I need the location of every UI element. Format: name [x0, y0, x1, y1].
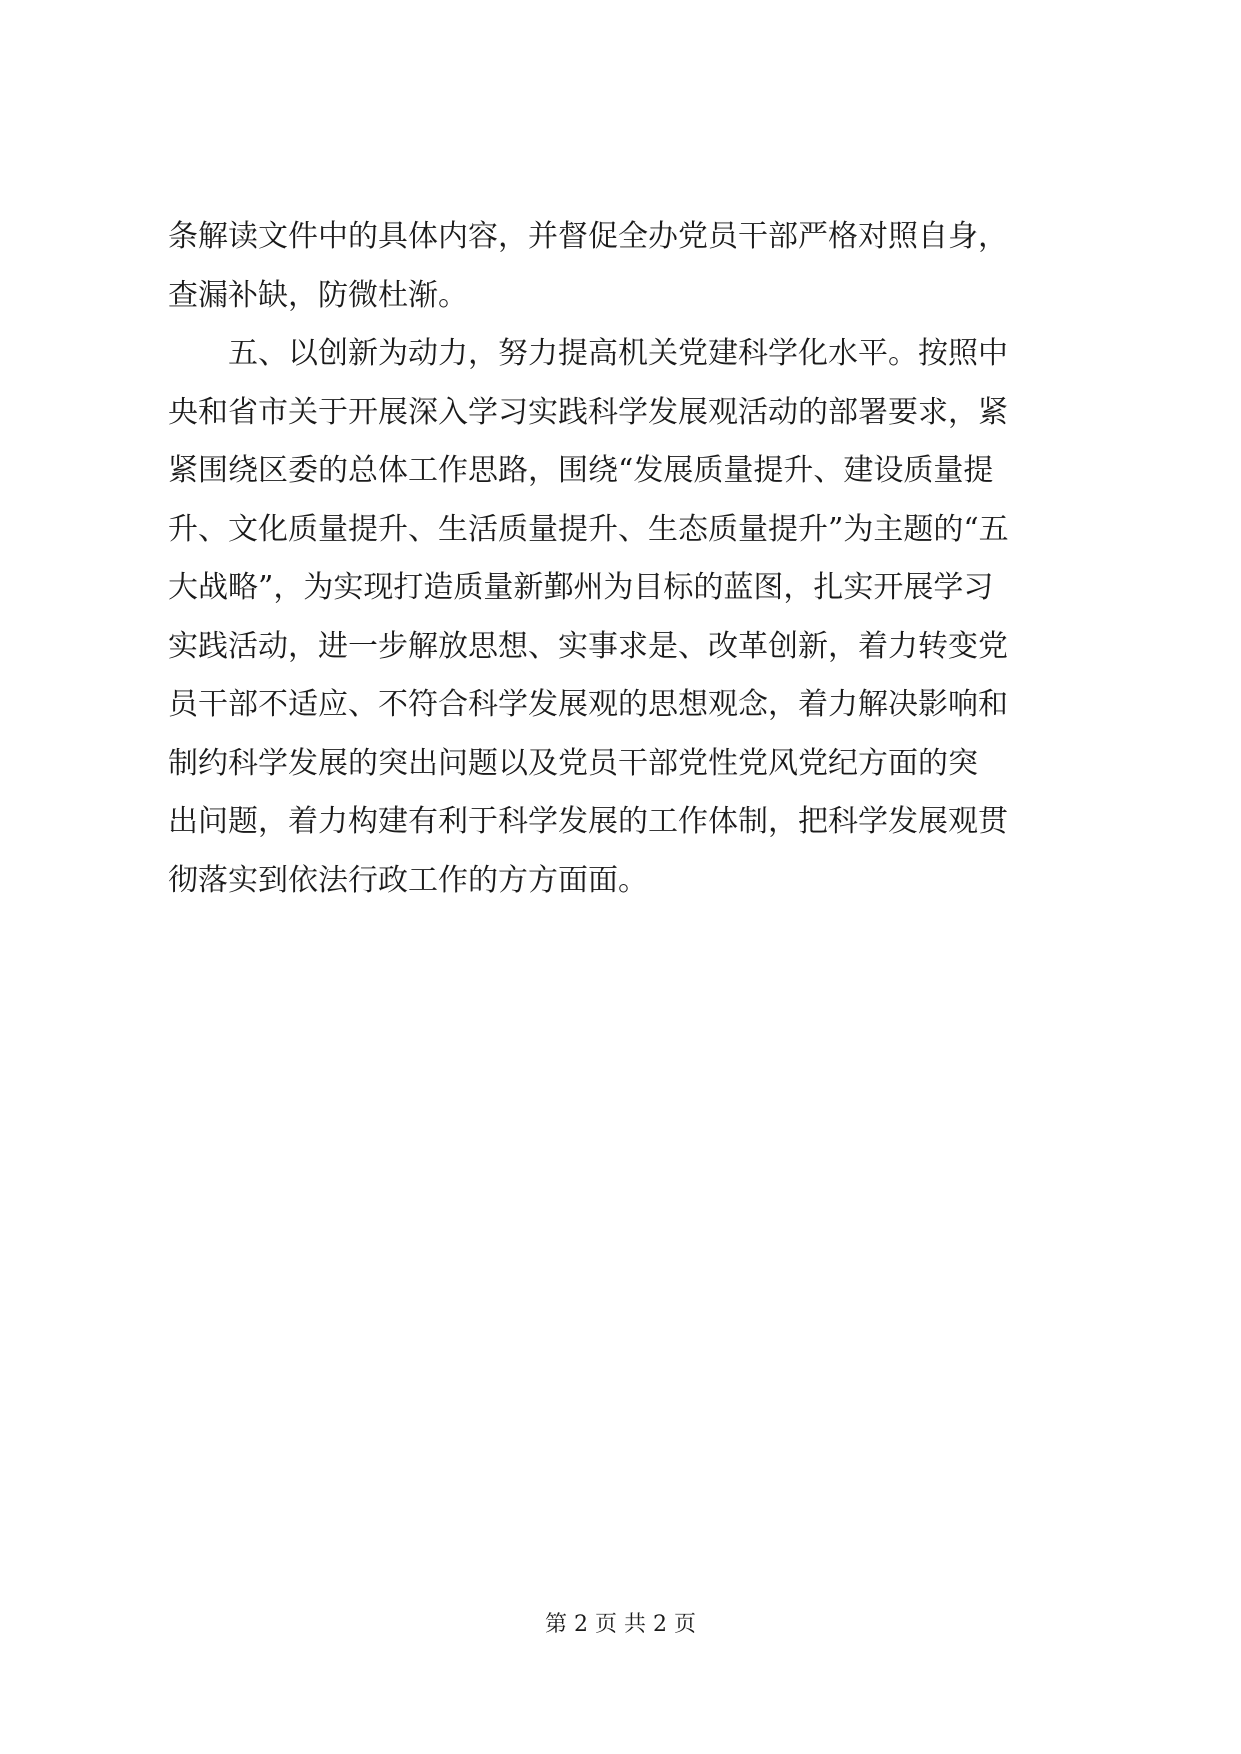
paragraph-line: 央和省市关于开展深入学习实践科学发展观活动的部署要求，紧 [168, 394, 1008, 430]
page-number-footer: 第 2 页 共 2 页 [545, 1612, 696, 1637]
paragraph-line: 条解读文件中的具体内容，并督促全办党员干部严格对照自身， [168, 219, 1008, 254]
paragraph-line: 员干部不适应、不符合科学发展观的思想观念，着力解决影响和 [168, 687, 1008, 722]
paragraph-line: 彻落实到依法行政工作的方方面面。 [168, 862, 648, 898]
paragraph-line: 查漏补缺，防微杜渐。 [168, 277, 468, 313]
paragraph-line: 出问题，着力构建有利于科学发展的工作体制，把科学发展观贯 [168, 804, 1008, 839]
paragraph-line: 大战略”，为实现打造质量新鄞州为目标的蓝图，扎实开展学习 [168, 570, 994, 605]
body-text [168, 208, 1088, 910]
paragraph-line: 制约科学发展的突出问题以及党员干部党性党风党纪方面的突 [168, 745, 978, 781]
paragraph-line: 升、文化质量提升、生活质量提升、生态质量提升”为主题的“五 [168, 511, 1009, 547]
paragraph-line: 紧围绕区委的总体工作思路，围绕“发展质量提升、建设质量提 [168, 453, 994, 488]
paragraph-line: 实践活动，进一步解放思想、实事求是、改革创新，着力转变党 [168, 628, 1008, 664]
paragraph-line: 五、以创新为动力，努力提高机关党建科学化水平。按照中 [168, 336, 1008, 371]
